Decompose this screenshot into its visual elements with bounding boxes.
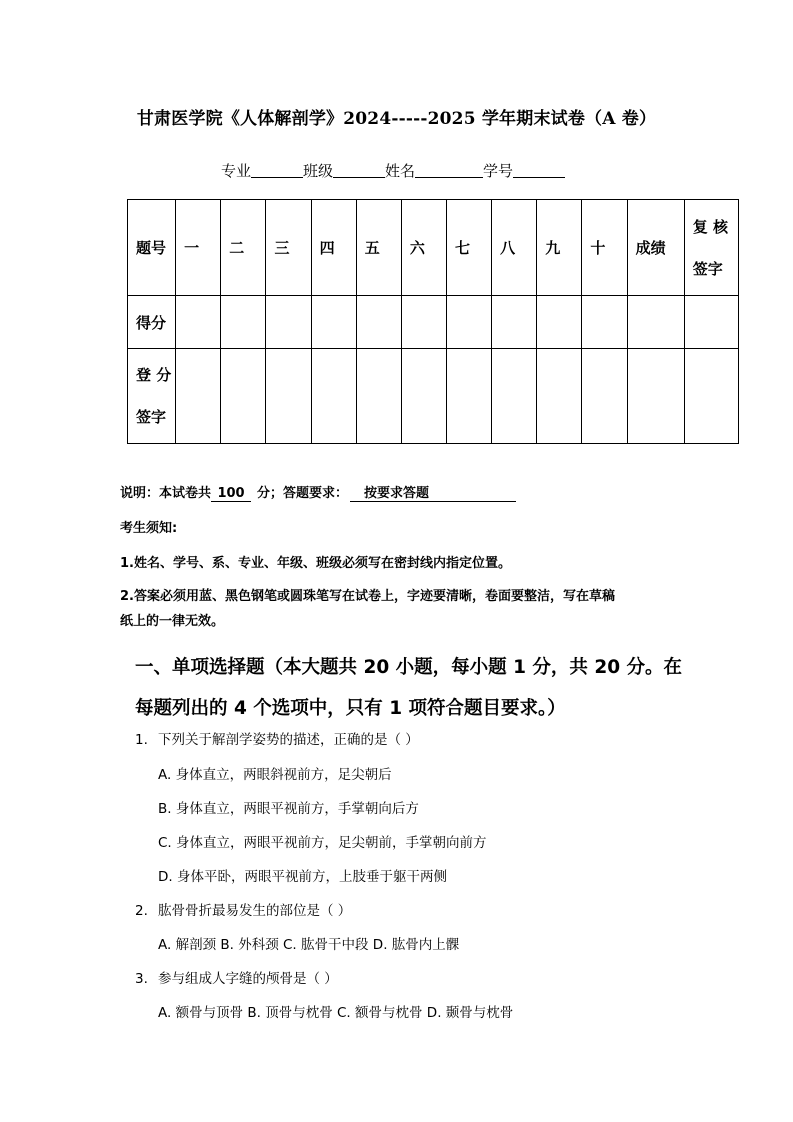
sign-cell[interactable] (356, 349, 401, 444)
note-prefix: 说明：本试卷共 (120, 486, 212, 501)
major-blank[interactable] (251, 163, 303, 178)
requirement: 按要求答题 (350, 482, 516, 502)
class-blank[interactable] (333, 163, 385, 178)
score-cell[interactable] (537, 296, 582, 349)
sign-cell[interactable] (537, 349, 582, 444)
option[interactable]: B. 身体直立，两眼平视前方，手掌朝向后方 (158, 801, 419, 817)
question-number: 2. (135, 903, 148, 919)
header-cell: 五 (356, 200, 401, 296)
option[interactable]: A. 身体直立，两眼斜视前方，足尖朝后 (158, 767, 392, 783)
score-cell[interactable] (221, 296, 266, 349)
score-cell[interactable] (176, 296, 221, 349)
option[interactable]: A. 解剖颈 B. 外科颈 C. 肱骨干中段 D. 肱骨内上髁 (158, 937, 460, 953)
sign-cell[interactable] (311, 349, 356, 444)
question-text: 下列关于解剖学姿势的描述，正确的是（ ） (158, 732, 419, 748)
row-label-line1: 登 分 (136, 366, 172, 384)
score-row (128, 296, 739, 349)
score-cell[interactable] (266, 296, 311, 349)
major-label: 专业 (221, 162, 252, 180)
sign-cell[interactable] (176, 349, 221, 444)
sign-cell[interactable] (684, 349, 738, 444)
note-mid: 分；答题要求： (257, 486, 349, 501)
section-heading-line2: 每题列出的 4 个选项中，只有 1 项符合题目要求。） (135, 698, 566, 719)
row-label: 得分 (128, 296, 176, 349)
score-cell[interactable] (401, 296, 446, 349)
review-sign-cell (684, 200, 738, 296)
notice-item-2-line2: 纸上的一律无效。 (120, 614, 225, 629)
total-score: 100 (211, 486, 251, 502)
question-number: 1. (135, 732, 148, 748)
score-header-row (128, 200, 739, 296)
option[interactable]: C. 身体直立，两眼平视前方，足尖朝前，手掌朝向前方 (158, 835, 487, 851)
section-heading-line1: 一、单项选择题（本大题共 20 小题，每小题 1 分，共 20 分。在 (135, 657, 683, 678)
class-label: 班级 (303, 162, 334, 180)
name-label: 姓名 (385, 162, 416, 180)
score-cell[interactable] (356, 296, 401, 349)
header-cell: 六 (401, 200, 446, 296)
header-cell: 七 (447, 200, 492, 296)
score-cell[interactable] (447, 296, 492, 349)
header-cell: 题号 (128, 200, 176, 296)
header-cell: 八 (492, 200, 537, 296)
notice-item-2-line1: 2.答案必须用蓝、黑色钢笔或圆珠笔写在试卷上，字迹要清晰，卷面要整洁，写在草稿 (120, 589, 615, 604)
name-blank[interactable] (415, 163, 483, 178)
header-cell: 九 (537, 200, 582, 296)
notice-item-1: 1.姓名、学号、系、专业、年级、班级必须写在密封线内指定位置。 (120, 556, 511, 571)
sign-cell[interactable] (627, 349, 684, 444)
exam-title: 甘肃医学院《人体解剖学》2024-----2025 学年期末试卷（A 卷） (136, 109, 657, 129)
score-cell[interactable] (582, 296, 627, 349)
sign-cell[interactable] (582, 349, 627, 444)
option[interactable]: D. 身体平卧，两眼平视前方，上肢垂于躯干两侧 (158, 869, 447, 885)
score-cell[interactable] (627, 296, 684, 349)
exam-note-line (120, 482, 516, 502)
option[interactable]: A. 额骨与顶骨 B. 顶骨与枕骨 C. 额骨与枕骨 D. 颞骨与枕骨 (158, 1005, 514, 1021)
question-1 (135, 728, 419, 748)
score-cell[interactable] (492, 296, 537, 349)
row-label-line2: 签字 (136, 408, 167, 426)
score-cell[interactable] (311, 296, 356, 349)
sign-cell[interactable] (221, 349, 266, 444)
sign-cell[interactable] (492, 349, 537, 444)
question-text: 肱骨骨折最易发生的部位是（ ） (158, 903, 352, 919)
question-text: 参与组成人字缝的颅骨是（ ） (158, 971, 338, 987)
header-cell: 四 (311, 200, 356, 296)
sign-cell[interactable] (447, 349, 492, 444)
signature-row (128, 349, 739, 444)
notice-heading: 考生须知: (120, 521, 178, 536)
header-cell: 三 (266, 200, 311, 296)
review-sign-line1: 复 核 (692, 217, 728, 236)
question-2 (135, 899, 351, 919)
id-label: 学号 (483, 162, 514, 180)
student-info-line (221, 160, 565, 181)
review-sign-line2: 签字 (692, 259, 723, 278)
question-3 (135, 967, 338, 987)
header-cell: 十 (582, 200, 627, 296)
header-cell: 一 (176, 200, 221, 296)
score-cell[interactable] (684, 296, 738, 349)
sign-cell[interactable] (266, 349, 311, 444)
score-table (127, 199, 739, 444)
id-blank[interactable] (513, 163, 565, 178)
row-label (128, 349, 176, 444)
sign-cell[interactable] (401, 349, 446, 444)
header-cell: 成绩 (627, 200, 684, 296)
header-cell: 二 (221, 200, 266, 296)
question-number: 3. (135, 971, 148, 987)
